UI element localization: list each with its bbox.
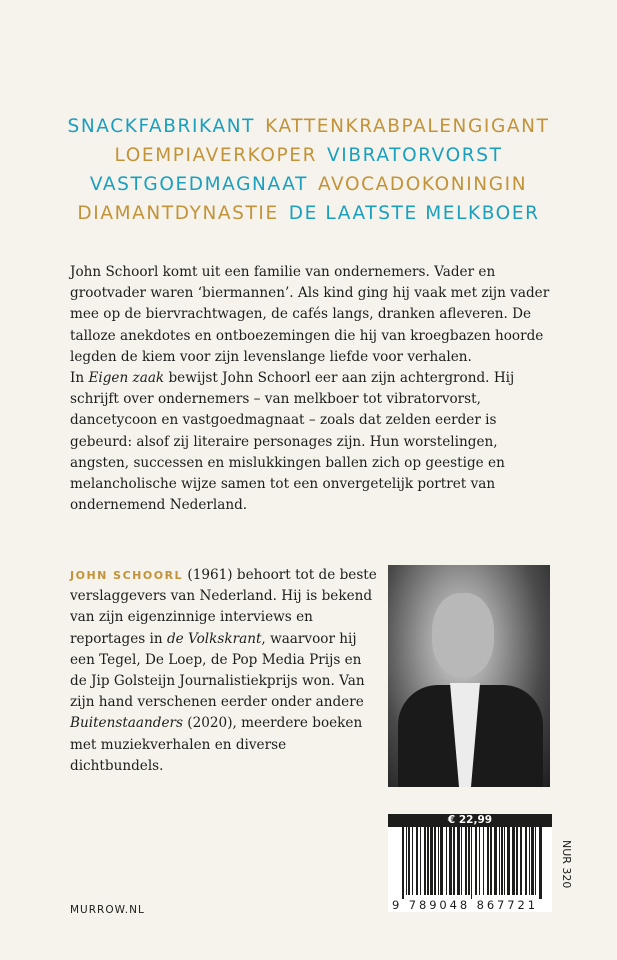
barcode-bar xyxy=(501,827,503,895)
barcode-bar xyxy=(535,827,536,895)
barcode-bar xyxy=(465,827,467,895)
barcode-bar xyxy=(440,827,443,895)
text: , waarvoor hij een Tegel, De Loep, de Pop Media Prijs en de Jip Golsteijn Journalistiekprijs won. Van zijn hand verschenen eerder onder andere xyxy=(70,630,365,711)
isbn-number: 9 789048 867721 xyxy=(392,898,538,912)
barcode-bar xyxy=(406,827,407,895)
barcode-bars xyxy=(388,827,552,899)
publisher-website: MURROW.NL xyxy=(70,904,145,916)
blurb-paragraph-2 xyxy=(70,368,554,516)
author-bio xyxy=(70,565,380,777)
barcode-bar xyxy=(516,827,518,895)
barcode-bar xyxy=(490,827,492,895)
barcode-bar xyxy=(468,827,470,895)
author-name: JOHN SCHOORL xyxy=(70,569,184,582)
barcode-bar xyxy=(512,827,515,895)
newspaper-title: de Volkskrant xyxy=(166,630,262,647)
title-word: SNACKFABRIKANT xyxy=(67,116,256,137)
title-list xyxy=(0,112,617,228)
text: bewijst John Schoorl eer aan zijn achtergrond. Hij schrijft over ondernemers – van melkboer tot vibratorvorst, dancetycoon en vastgoedmagnaat – zoals dat zelden eerder is gebeurd: alsof zij literaire personages zijn. Hun worstelingen, angsten, successen en mislukkingen ballen zich op geestige en melancholische wijze samen tot een onvergetelijk portret van ondernemend Nederland. xyxy=(70,370,515,514)
barcode-bar xyxy=(424,827,426,895)
barcode-bar xyxy=(453,827,455,895)
barcode-bar xyxy=(507,827,510,895)
title-line xyxy=(0,199,617,228)
text: In xyxy=(70,370,89,387)
barcode-bar xyxy=(479,827,480,895)
barcode-bar xyxy=(504,827,505,895)
blurb-paragraph-1: John Schoorl komt uit een familie van ondernemers. Vader en grootvader waren ‘biermannen’. Als kind ging hij vaak met zijn vader mee op de biervrachtwagen, de cafés langs, dranken afleveren. De talloze anekdotes en ontboezemingen die hij van kroegbazen hoorde legden de kiem voor zijn levenslange liefde voor verhalen. xyxy=(70,264,550,365)
title-word: DE LAATSTE MELKBOER xyxy=(288,203,540,224)
barcode-bar xyxy=(420,827,421,895)
barcode-bar xyxy=(494,827,497,895)
barcode xyxy=(388,814,552,912)
barcode-bar xyxy=(430,827,433,895)
barcode-bar xyxy=(412,827,413,895)
title-line xyxy=(0,141,617,170)
blurb xyxy=(70,262,554,516)
text: (1961) behoort tot de beste verslaggevers van Nederland. Hij is bekend van zijn eigenzinnige interviews en reportages in xyxy=(70,567,377,647)
author-photo xyxy=(388,565,550,787)
barcode-bar xyxy=(438,827,439,895)
text: (2020), meerdere boeken met muziekverhalen en diverse dichtbundels. xyxy=(70,715,363,774)
barcode-bar xyxy=(525,827,527,895)
barcode-bar xyxy=(531,827,534,895)
barcode-bar xyxy=(475,827,477,895)
barcode-bar xyxy=(457,827,460,895)
price-label: € 22,99 xyxy=(388,814,552,827)
barcode-bar xyxy=(461,827,462,895)
title-word: KATTENKRABPALENGIGANT xyxy=(265,116,550,137)
title-word: LOEMPIAVERKOPER xyxy=(114,145,318,166)
barcode-bar xyxy=(434,827,436,895)
barcode-bar xyxy=(483,827,484,895)
barcode-bar xyxy=(520,827,522,895)
barcode-bar xyxy=(471,827,472,899)
title-word: DIAMANTDYNASTIE xyxy=(77,203,279,224)
barcode-bar xyxy=(446,827,447,895)
barcode-bar xyxy=(416,827,418,895)
barcode-bar xyxy=(529,827,530,895)
barcode-bar xyxy=(487,827,489,895)
barcode-bar xyxy=(408,827,410,895)
book-title: Buitenstaanders xyxy=(70,715,183,732)
barcode-bar xyxy=(427,827,429,895)
barcode-bar xyxy=(449,827,452,895)
book-title: Eigen zaak xyxy=(88,370,165,387)
barcode-bar xyxy=(402,827,404,899)
title-word: AVOCADOKONINGIN xyxy=(317,174,528,195)
title-word: VIBRATORVORST xyxy=(327,145,503,166)
barcode-bar xyxy=(499,827,500,895)
barcode-bar xyxy=(539,827,542,899)
title-line xyxy=(0,112,617,141)
nur-code: NUR 320 xyxy=(560,840,573,889)
title-line xyxy=(0,170,617,199)
title-word: VASTGOEDMAGNAAT xyxy=(89,174,308,195)
